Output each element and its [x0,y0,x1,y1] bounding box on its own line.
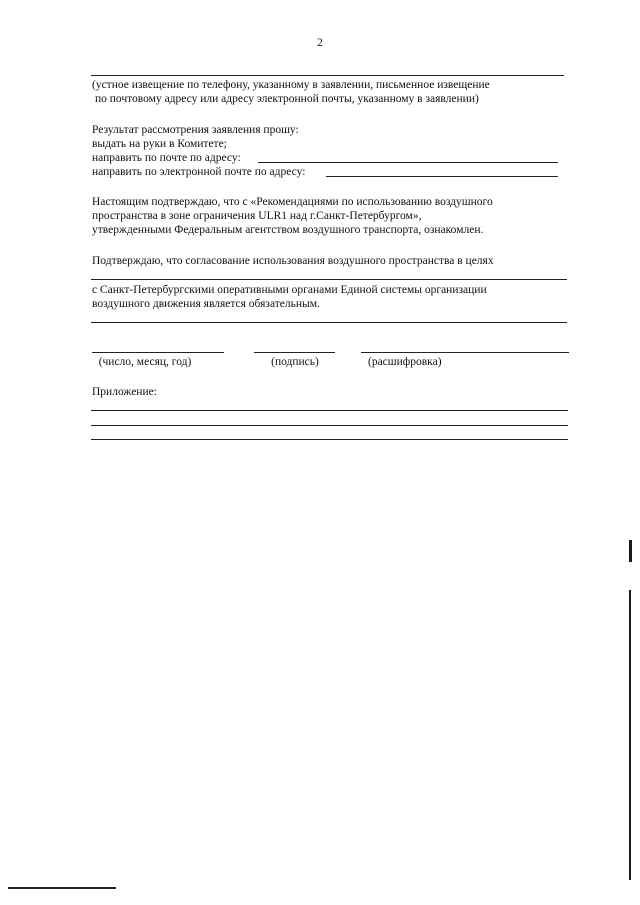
confirmation1-line2: пространства в зоне ограничения ULR1 над г.Санкт-Петербургом», [92,210,422,222]
decode-line [361,352,569,353]
signature-line [254,352,335,353]
confirmation1-line3: утвержденными Федеральным агентством воздушного транспорта, ознакомлен. [92,224,484,236]
email-address-line [326,176,558,177]
confirmation2-line3: воздушного движения является обязательным. [92,298,320,310]
attachments-label: Приложение: [92,386,157,398]
confirmation2-line2: с Санкт-Петербургскими оперативными органами Единой системы организации [92,284,487,296]
result-option-in-person: выдать на руки в Комитете; [92,138,227,150]
page-number: 2 [317,37,323,49]
purpose-line [91,279,567,280]
confirmation2-line1: Подтверждаю, что согласование использования воздушного пространства в целях [92,255,494,267]
notification-method-line [91,75,564,76]
notification-note-line1: (устное извещение по телефону, указанному в заявлении, письменное извещение [92,79,490,91]
scan-edge-mark-2 [629,590,631,880]
result-heading: Результат рассмотрения заявления прошу: [92,124,299,136]
result-option-by-post: направить по почте по адресу: [92,152,241,164]
decode-label: (расшифровка) [368,356,442,368]
attachment-line-1 [91,410,568,411]
attachment-line-3 [91,439,568,440]
date-label: (число, месяц, год) [98,356,192,368]
notification-note-line2: по почтовому адресу или адресу электронной почты, указанному в заявлении) [95,93,479,105]
signature-label: (подпись) [271,356,319,368]
confirmation1-line1: Настоящим подтверждаю, что с «Рекомендациями по использованию воздушного [92,196,493,208]
date-line [92,352,224,353]
attachment-line-2 [91,425,568,426]
scan-edge-mark-1 [629,540,632,562]
postal-address-line [258,162,558,163]
scan-bottom-mark [8,887,116,889]
blank-line [91,322,567,323]
result-option-by-email: направить по электронной почте по адресу: [92,166,306,178]
